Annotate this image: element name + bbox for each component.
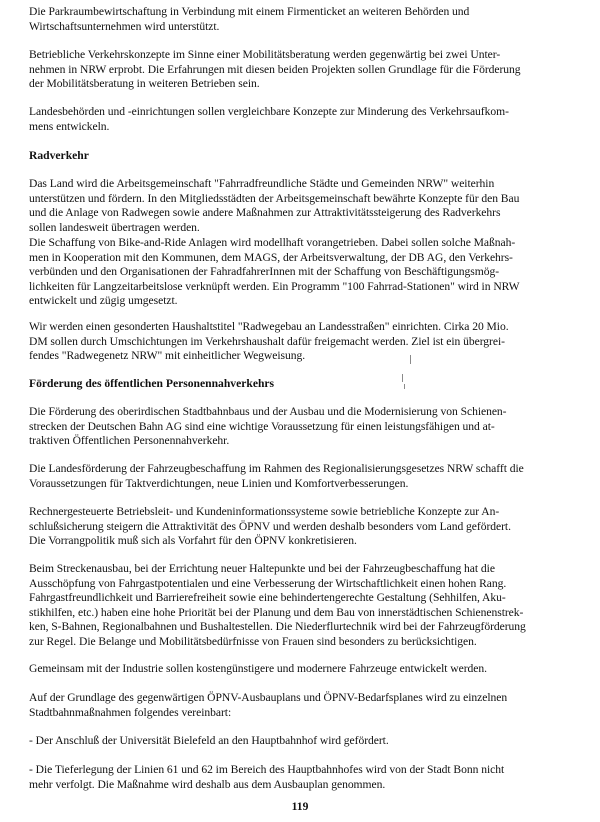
text-line: strecken der Deutschen Bahn AG sind eine wichtige Voraussetzung für einen leistungsfähigen und at-	[29, 419, 495, 433]
text-line: zur Regel. Die Belange und Mobilitätsbedürfnisse von Frauen sind besonders zu berücksichtigen.	[29, 634, 477, 648]
text-line: und die Anlage von Radwegen sowie andere Maßnahmen zur Attraktivitätssteigerung des Radverkehrs	[29, 206, 501, 220]
scan-mark	[402, 374, 403, 382]
text-line: Wirtschaftsunternehmen wird unterstützt.	[29, 19, 220, 33]
text-line: Beim Streckenausbau, bei der Errichtung neuer Haltepunkte und bei der Fahrzeugbeschaffung hat die	[29, 562, 495, 575]
text-line: mens entwickeln.	[29, 119, 110, 133]
paragraph-state-authorities	[29, 105, 577, 134]
text-line: verbünden und den Organisationen der FahradfahrerInnen mit der Schaffung von Beschäftigungsmög-	[29, 265, 500, 279]
text-line: Die Schaffung von Bike-and-Ride Anlagen wird modellhaft vorangetrieben. Dabei sollen solche Maßnah-	[29, 236, 516, 249]
paragraph-vehicle-procurement	[29, 462, 577, 491]
text-line: lichkeiten für Langzeitarbeitslose verknüpft werden. Ein Programm "100 Fahrrad-Stationen" wird in NRW	[29, 279, 520, 293]
text-line: Das Land wird die Arbeitsgemeinschaft "Fahrradfreundliche Städte und Gemeinden NRW" weiterhin	[29, 177, 495, 190]
text-line: Rechnergesteuerte Betriebsleit- und Kundeninformationssysteme sowie betriebliche Konzepte zur An-	[29, 505, 500, 518]
section-heading-radverkehr: Radverkehr	[29, 149, 89, 162]
text-line: Fahrgastfreundlichkeit und Barrierefreiheit sowie eine behindertengerechte Gestaltung (Sehhilfen, Aku-	[29, 591, 506, 605]
text-line: Auf der Grundlage des gegenwärtigen ÖPNV-Ausbauplans und ÖPNV-Bedarfsplanes wird zu einzelnen	[29, 691, 508, 704]
text-line: Wir werden einen gesonderten Haushaltstitel "Radwegebau an Landesstraßen" einrichten. Cirka 20 Mio.	[29, 320, 509, 333]
scan-mark	[410, 355, 411, 364]
text-line: Die Vorrangpolitik muß sich als Vorfahrt für den ÖPNV konkretisieren.	[29, 534, 357, 548]
paragraph-parking-management	[29, 5, 577, 34]
text-line: fendes "Radwegenetz NRW" mit einheitlicher Wegweisung.	[29, 349, 306, 363]
paragraph-industry-vehicles	[29, 662, 577, 677]
text-line: Landesbehörden und -einrichtungen sollen vergleichbare Konzepte zur Minderung des Verkehrsaufkom-	[29, 105, 509, 118]
paragraph-mobility-consulting	[29, 48, 577, 92]
paragraph-operating-systems	[29, 505, 577, 549]
paragraph-cycling-working-group	[29, 177, 577, 235]
text-line: Voraussetzungen für Taktverdichtungen, neue Linien und Komfortverbesserungen.	[29, 476, 409, 490]
text-line: Betriebliche Verkehrskonzepte im Sinne einer Mobilitätsberatung werden gegenwärtig bei zwei Unter-	[29, 48, 501, 61]
page-number: 119	[291, 800, 309, 813]
text-line: Stadtbahnmaßnahmen folgendes vereinbart:	[29, 705, 232, 719]
text-line: Ausschöpfung von Fahrgastpotentialen und eine Verbesserung der Wirtschaftlichkeit einen hohen Rang.	[29, 576, 507, 590]
list-item-bonn	[29, 763, 577, 792]
text-line: der Mobilitätsberatung in weiteren Betrieben sein.	[29, 77, 260, 91]
text-line: Gemeinsam mit der Industrie sollen kostengünstigere und modernere Fahrzeuge entwickelt werden.	[29, 662, 487, 675]
text-line: sollen landesweit übertragen werden.	[29, 220, 200, 234]
text-line: DM sollen durch Umschichtungen im Verkehrshaushalt dafür freigemacht werden. Ziel ist ein übergrei-	[29, 334, 505, 348]
text-line: Die Parkraumbewirtschaftung in Verbindung mit einem Firmenticket an weiteren Behörden und	[29, 5, 470, 18]
paragraph-bike-and-ride	[29, 236, 577, 309]
text-line: Die Förderung des oberirdischen Stadtbahnbaus und der Ausbau und die Modernisierung von Schienen-	[29, 405, 507, 418]
text-line: unterstützen und fördern. In den Mitgliedsstädten der Arbeitsgemeinschaft bewährte Konzepte für den Bau	[29, 191, 520, 205]
paragraph-expansion-plan	[29, 691, 577, 720]
text-line: Die Landesförderung der Fahrzeugbeschaffung im Rahmen des Regionalisierungsgesetzes NRW schafft die	[29, 462, 524, 475]
paragraph-route-expansion	[29, 562, 577, 650]
list-item-bielefeld	[29, 734, 577, 749]
text-line: men in Kooperation mit den Kommunen, dem MAGS, der Arbeitsverwaltung, der DB AG, den Verkehrs-	[29, 250, 513, 264]
text-line: mehr verfolgt. Die Maßnahme wird deshalb aus dem Ausbauplan genommen.	[29, 777, 386, 791]
text-line: entwickelt und zügig umgesetzt.	[29, 294, 178, 308]
text-line: traktiven Öffentlichen Personennahverkehr.	[29, 434, 230, 448]
text-line: - Die Tieferlegung der Linien 61 und 62 im Bereich des Hauptbahnhofes wird von der Stadt Bonn nicht	[29, 763, 505, 776]
text-line: nehmen in NRW erprobt. Die Erfahrungen mit diesen beiden Projekten sollen Grundlage für die Förderung	[29, 62, 521, 76]
paragraph-light-rail-funding	[29, 405, 577, 449]
section-heading-oepnv: Förderung des öffentlichen Personennahverkehrs	[29, 377, 275, 390]
text-line: ken, S-Bahnen, Regionalbahnen und Bushaltestellen. Die Niederflurtechnik wird bei der Fahrzeugförderung	[29, 620, 526, 634]
text-line: schlußsicherung steigern die Attraktivität des ÖPNV und werden deshalb besonders vom Land gefördert.	[29, 519, 511, 533]
scan-mark	[404, 384, 405, 389]
paragraph-budget-title	[29, 320, 577, 364]
text-line: stikhilfen, etc.) haben eine hohe Priorität bei der Planung und dem Bau von innerstädtischen Schienenstrek-	[29, 605, 524, 619]
text-line: - Der Anschluß der Universität Bielefeld an den Hauptbahnhof wird gefördert.	[29, 734, 389, 747]
